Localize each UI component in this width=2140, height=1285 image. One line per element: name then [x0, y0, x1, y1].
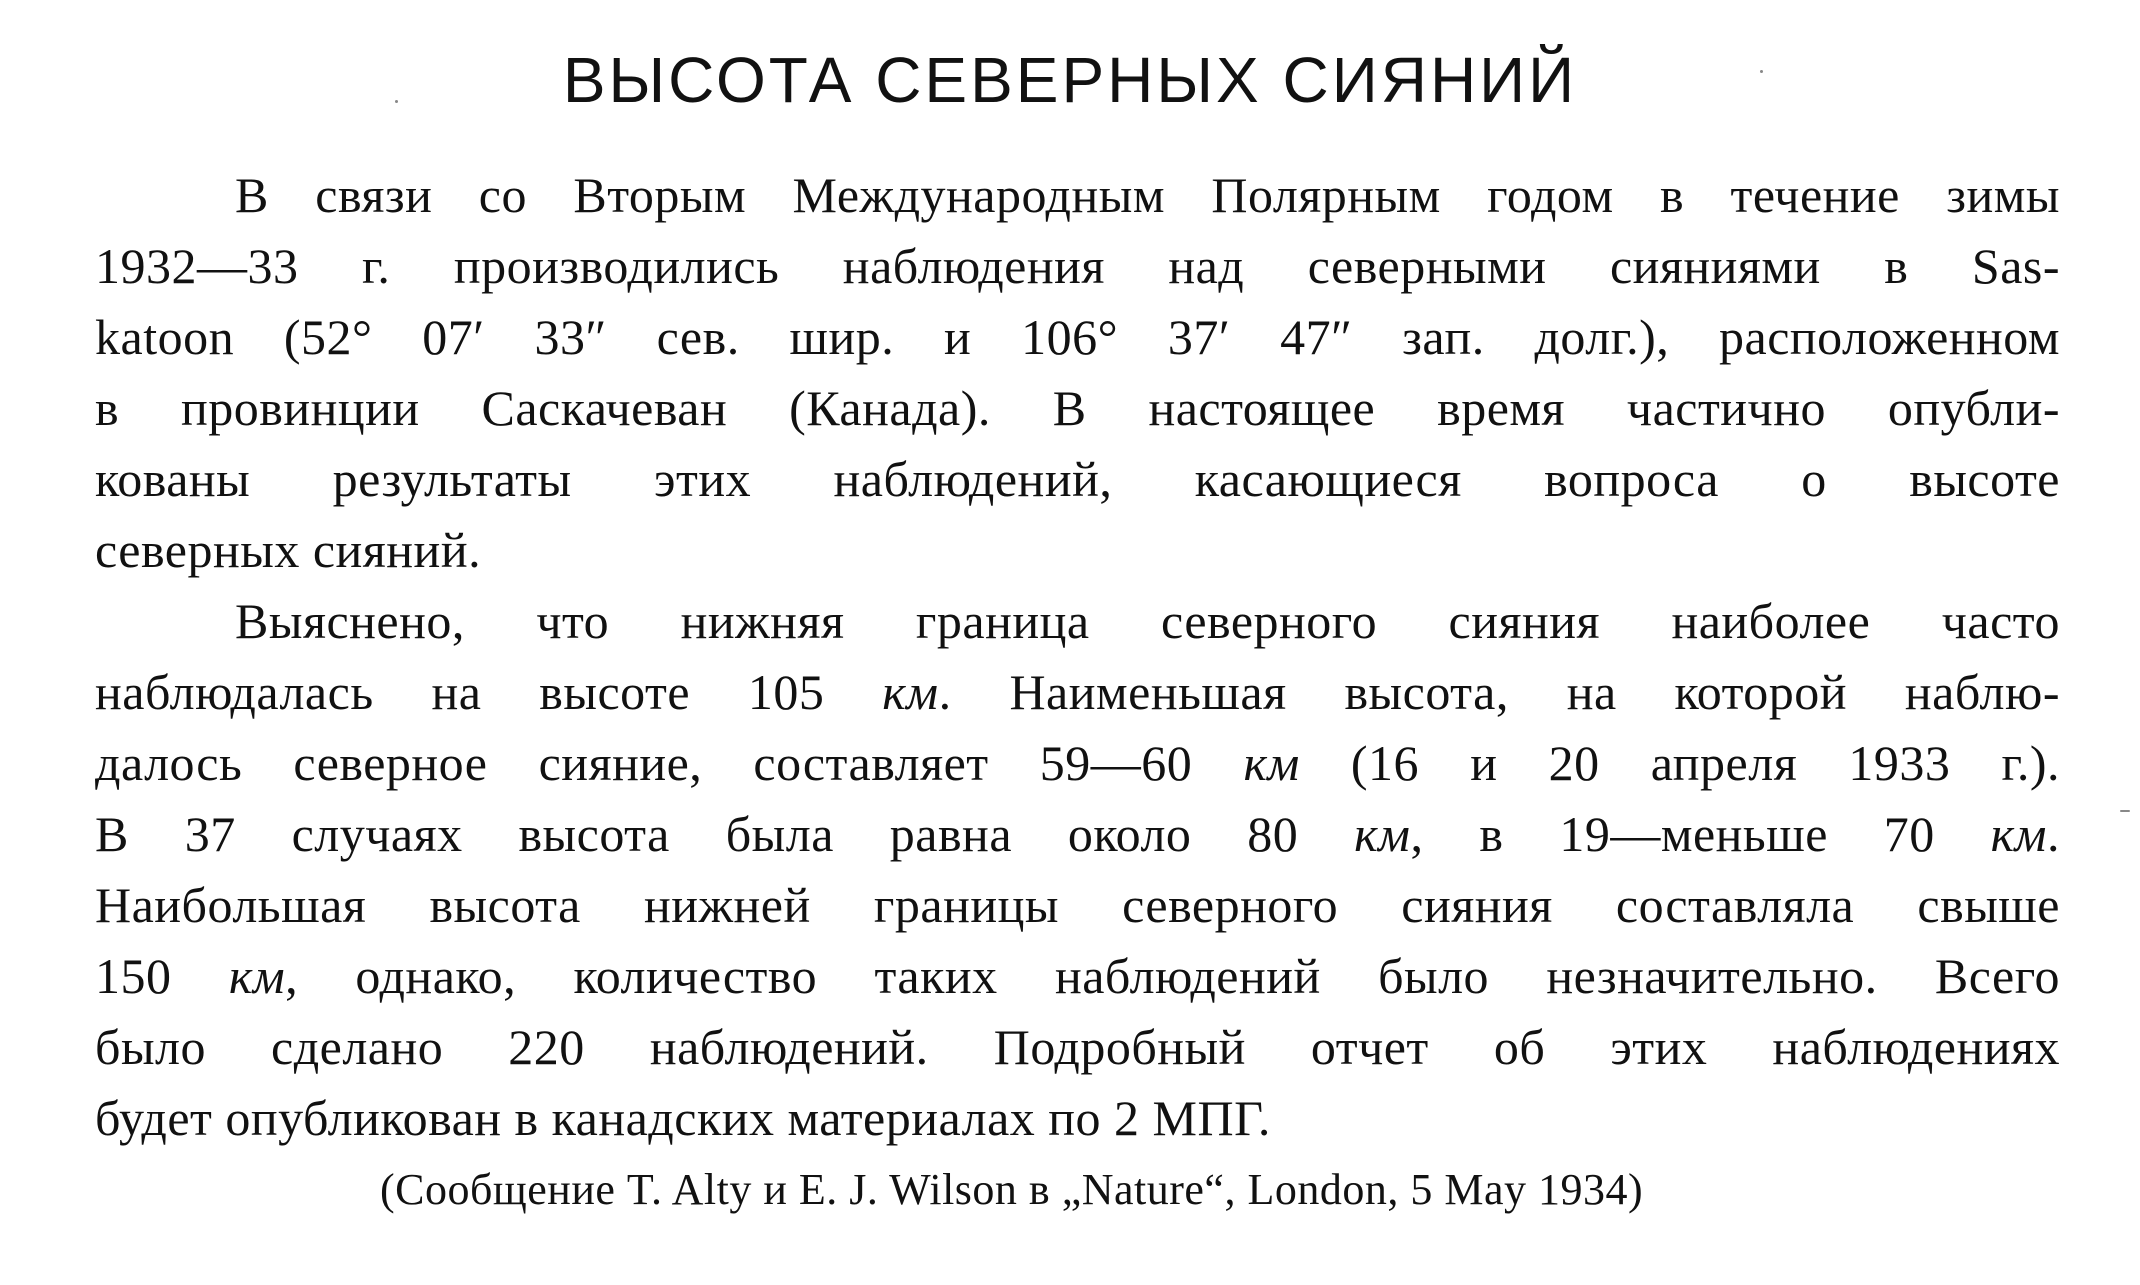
unit-km: км: [1354, 806, 1411, 862]
paragraph-2-line-4: [95, 799, 2060, 870]
scan-speck: [1760, 70, 1763, 73]
unit-km: км: [1990, 806, 2047, 862]
scan-speck: [2120, 810, 2130, 812]
scan-speck: [395, 100, 398, 103]
paragraph-2-line-2: [95, 657, 2060, 728]
paragraph-2-line-5: Наибольшая высота нижней границы северного сияния составляла свыше: [95, 877, 2060, 933]
paragraph-2-line-7: было сделано 220 наблюдений. Подробный отчет об этих наблюдениях: [95, 1019, 2060, 1075]
paragraph-1-line-6: северных сияний.: [95, 522, 482, 578]
paragraph-1-line-3: katoon (52° 07′ 33″ сев. шир. и 106° 37′ 47″ зап. долг.), расположенном: [95, 309, 2060, 365]
paragraph-1-line-1: В связи со Вторым Международным Полярным годом в течение зимы: [235, 167, 2060, 223]
text-fragment: , однако, количество таких наблюдений было незначительно. Всего: [285, 948, 2060, 1004]
text-fragment: .: [2046, 806, 2060, 862]
paragraph-1-line-2: 1932—33 г. производились наблюдения над северными сияниями в Sas-: [95, 238, 2060, 294]
paragraph-2-line-3: [95, 728, 2060, 799]
paragraph-2-line-6: [95, 941, 2060, 1012]
paragraph-2-line-1: Выяснено, что нижняя граница северного сияния наиболее часто: [235, 593, 2060, 649]
text-fragment: , в 19—меньше 70: [1410, 806, 1991, 862]
source-citation: (Сообщение T. Alty и E. J. Wilson в „Nature“, London, 5 May 1934): [380, 1165, 1644, 1214]
article-body: [95, 160, 2060, 1154]
paragraph-1-line-5: кованы результаты этих наблюдений, касающиеся вопроса о высоте: [95, 451, 2060, 507]
text-fragment: 150: [95, 948, 229, 1004]
text-fragment: В 37 случаях высота была равна около 80: [95, 806, 1355, 862]
text-fragment: . Наименьшая высота, на которой наблю-: [938, 664, 2060, 720]
page-title: ВЫСОТА СЕВЕРНЫХ СИЯНИЙ: [562, 44, 1578, 116]
text-fragment: (16 и 20 апреля 1933 г.).: [1299, 735, 2061, 791]
unit-km: км: [1243, 735, 1300, 791]
text-fragment: далось северное сияние, составляет 59—60: [95, 735, 1244, 791]
unit-km: км: [228, 948, 286, 1004]
paragraph-1-line-4: в провинции Саскачеван (Канада). В настоящее время частично опубли-: [95, 380, 2060, 436]
paragraph-2-line-8: будет опубликован в канадских материалах по 2 МПГ.: [95, 1090, 1271, 1146]
unit-km: км: [882, 664, 939, 720]
text-fragment: наблюдалась на высоте 105: [95, 664, 883, 720]
